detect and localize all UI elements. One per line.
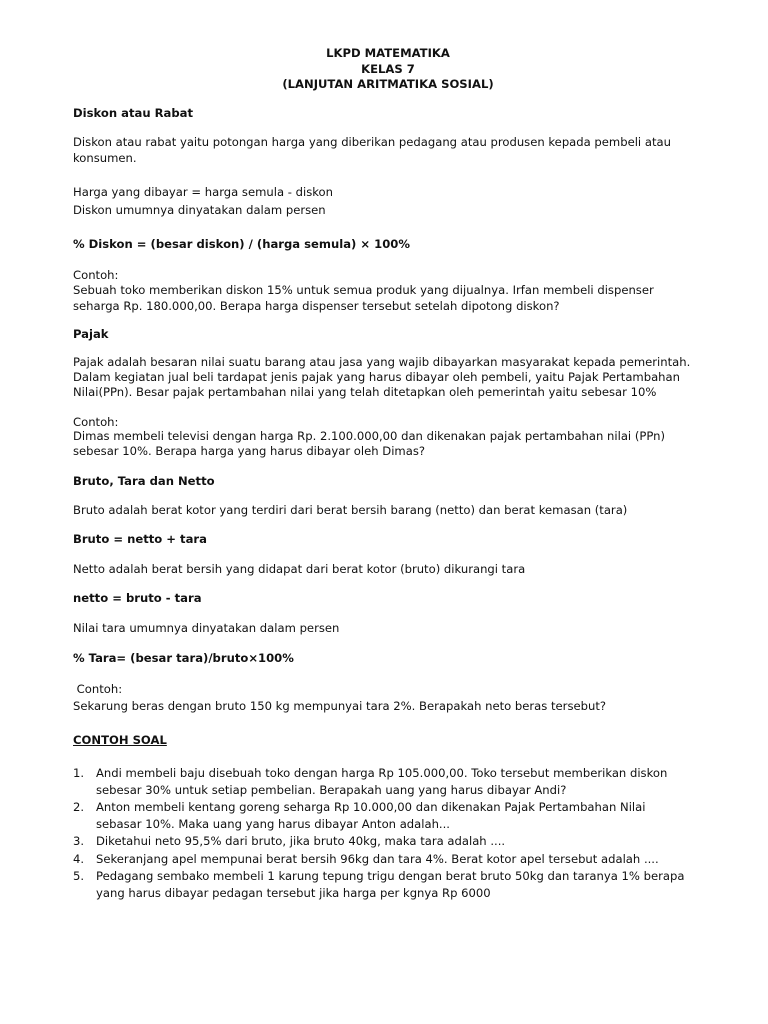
diskon-heading: Diskon atau Rabat (73, 106, 194, 120)
list-item-number: 3. (73, 834, 85, 848)
list-item-number: 2. (73, 800, 85, 814)
diskon-formula-1: Harga yang dibayar = harga semula - diskon (73, 185, 333, 199)
netto-formula: netto = bruto - tara (73, 591, 202, 605)
list-item-number: 4. (73, 851, 85, 866)
tara-definition: Nilai tara umumnya dinyatakan dalam persen (73, 621, 340, 635)
pajak-contoh: Dimas membeli televisi dengan harga Rp. 2.100.000,00 dan dikenakan pajak pertambahan nilai (PPn) sebesar 10%. Berapa harga yang harus dibayar oleh Dimas? (73, 429, 666, 458)
pajak-definition: Pajak adalah besaran nilai suatu barang atau jasa yang wajib dibayarkan masyarakat kepada pemerintah. Dalam kegiatan jual beli tardapat jenis pajak yang harus dibayar oleh pembeli, yaitu Pajak Pertambahan Nilai(PPn). Besar pajak pertambahan nilai yang telah ditetapkan oleh pemerintah yaitu sebesar 10% (73, 355, 691, 399)
bruto-definition: Bruto adalah berat kotor yang terdiri dari berat bersih barang (netto) dan berat kemasan (tara) (73, 503, 628, 517)
doc-title-line2: KELAS 7 (361, 62, 415, 76)
doc-title-line1: LKPD MATEMATIKA (326, 46, 450, 60)
tara-formula: % Tara= (besar tara)/bruto×100% (73, 651, 294, 665)
list-item (73, 765, 693, 798)
list-item-text: Pedagang sembako membeli 1 karung tepung trigu dengan berat bruto 50kg dan taranya 1% berapa yang harus dibayar pedagan tersebut jika harga per kgnya Rp 6000 (96, 869, 685, 900)
list-item (73, 833, 693, 850)
diskon-contoh: Sebuah toko memberikan diskon 15% untuk semua produk yang dijualnya. Irfan membeli dispenser seharga Rp. 180.000,00. Berapa harga dispenser tersebut setelah dipotong diskon? (73, 283, 654, 313)
doc-title-line3: (LANJUTAN ARITMATIKA SOSIAL) (282, 77, 494, 91)
list-item-text: Andi membeli baju disebuah toko dengan harga Rp 105.000,00. Toko tersebut memberikan diskon sebesar 30% untuk setiap pembelian. Berapakah uang yang harus dibayar Andi? (96, 766, 668, 797)
list-item-text: Diketahui neto 95,5% dari bruto, jika bruto 40kg, maka tara adalah .... (96, 834, 506, 848)
bruto-contoh: Sekarung beras dengan bruto 150 kg mempunyai tara 2%. Berapakah neto beras tersebut? (73, 699, 607, 713)
list-item-text: Anton membeli kentang goreng seharga Rp 10.000,00 dan dikenakan Pajak Pertambahan Nilai sebasar 10%. Maka uang yang harus dibayar Anton adalah... (96, 800, 646, 831)
list-item-number: 1. (73, 766, 85, 780)
list-item-text: Sekeranjang apel mempunai berat bersih 96kg dan tara 4%. Berat kotor apel tersebut adalah .... (96, 851, 659, 866)
bruto-heading: Bruto, Tara dan Netto (73, 474, 215, 488)
list-item (73, 851, 693, 868)
list-item (73, 799, 693, 832)
contoh-soal-heading: CONTOH SOAL (73, 733, 167, 747)
bruto-contoh-label: Contoh: (73, 682, 123, 696)
diskon-contoh-label: Contoh: (73, 268, 119, 282)
pajak-contoh-label: Contoh: (73, 415, 119, 429)
diskon-formula-1b: Diskon umumnya dinyatakan dalam persen (73, 203, 326, 217)
list-item-number: 5. (73, 869, 85, 883)
pajak-heading: Pajak (73, 327, 109, 341)
diskon-formula-2: % Diskon = (besar diskon) / (harga semula) × 100% (73, 237, 410, 251)
netto-definition: Netto adalah berat bersih yang didapat dari berat kotor (bruto) dikurangi tara (73, 562, 526, 576)
diskon-definition: Diskon atau rabat yaitu potongan harga yang diberikan pedagang atau produsen kepada pembeli atau konsumen. (73, 135, 671, 165)
soal-list (73, 765, 693, 901)
list-item (73, 868, 693, 901)
bruto-formula: Bruto = netto + tara (73, 532, 207, 546)
